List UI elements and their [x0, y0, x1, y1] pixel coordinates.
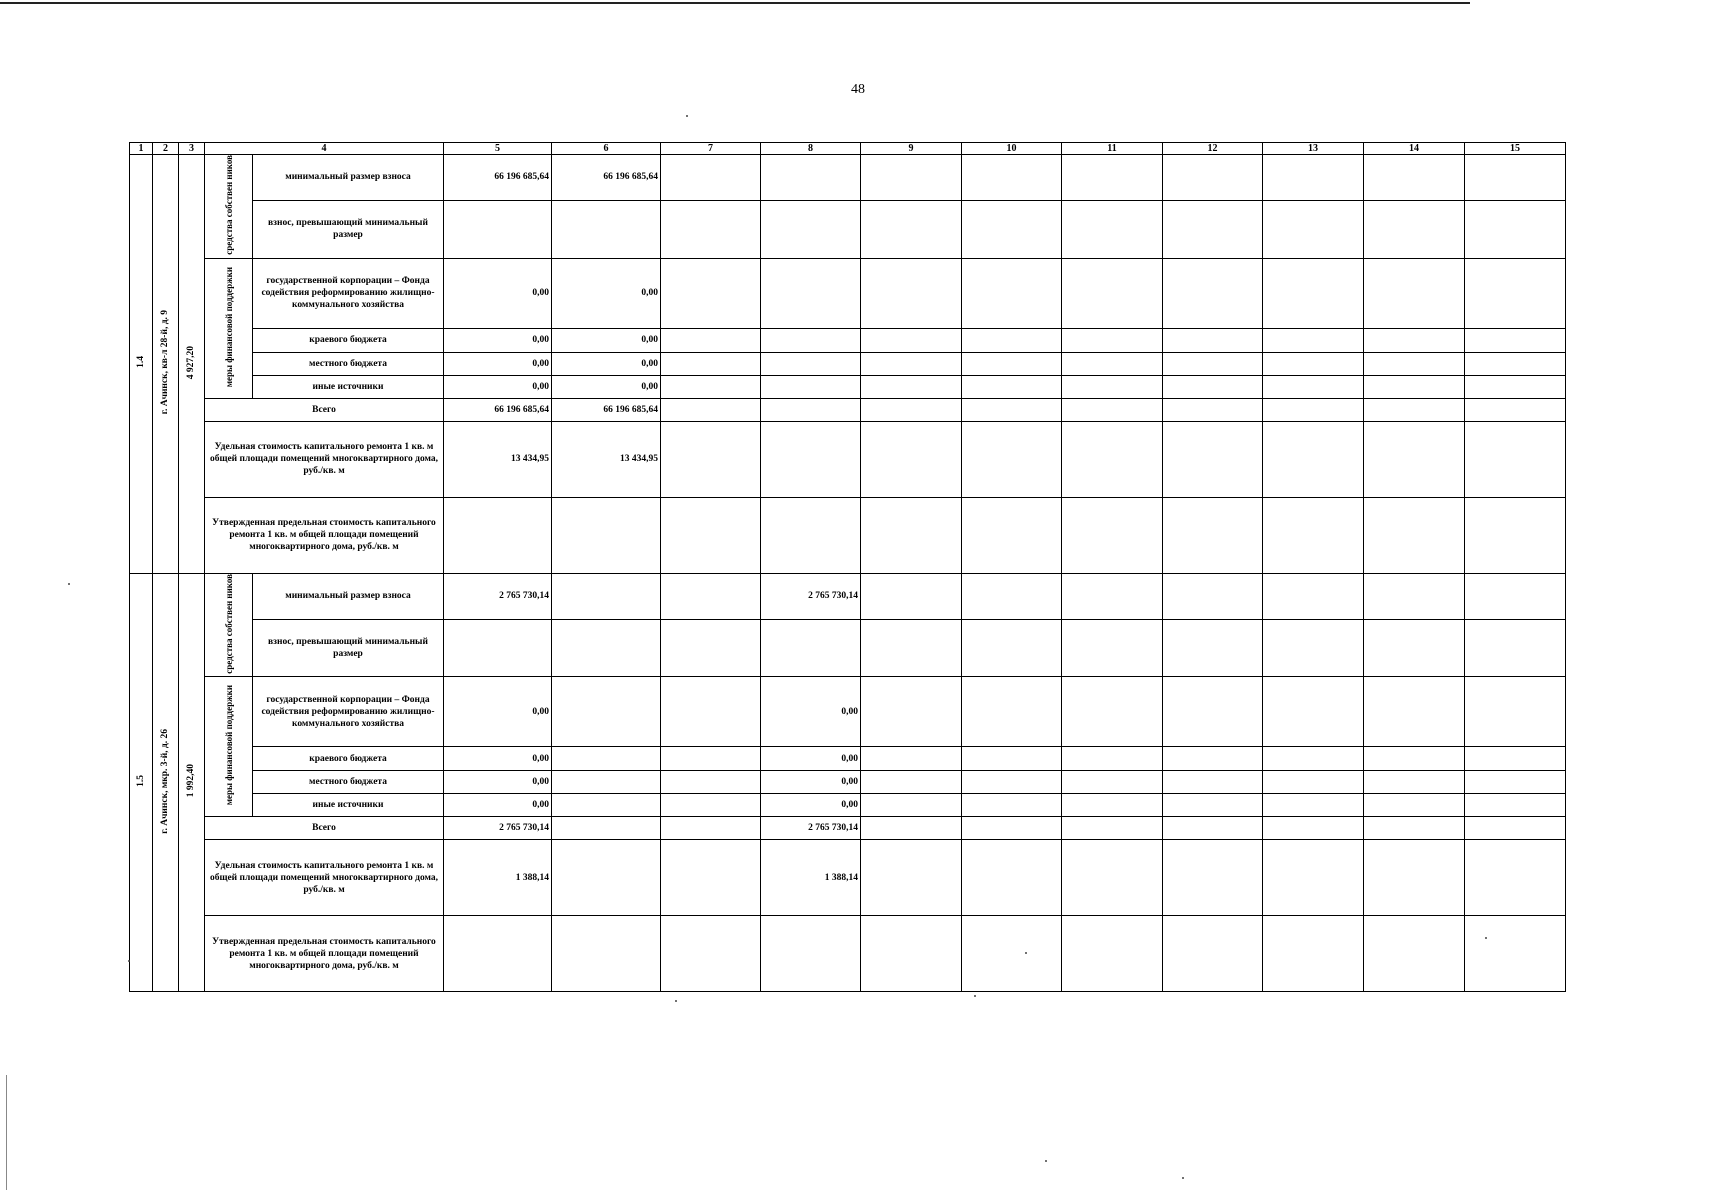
item-number-cell: 1.5 — [130, 573, 153, 992]
scan-speck — [1045, 1160, 1047, 1162]
financial-support-label: меры финансовой поддержки — [205, 258, 253, 398]
header-cell: 2 — [153, 143, 179, 155]
area-cell: 4 927,20 — [179, 155, 205, 574]
value-cell: 2 765 730,14 — [761, 817, 861, 840]
value-cell: 0,00 — [444, 677, 552, 747]
table-row — [130, 258, 1566, 328]
address-cell: г. Ачинск, кв-л 28-й, д. 9 — [153, 155, 179, 574]
value-cell: 2 765 730,14 — [761, 573, 861, 619]
scan-speck — [68, 583, 70, 585]
value-cell — [761, 352, 861, 375]
value-cell: 66 196 685,64 — [444, 155, 552, 201]
value-cell — [552, 771, 661, 794]
value-cell: 0,00 — [444, 375, 552, 398]
table-row — [130, 375, 1566, 398]
table-row — [130, 771, 1566, 794]
table-row — [130, 619, 1566, 677]
header-cell: 7 — [661, 143, 761, 155]
value-cell: 0,00 — [552, 352, 661, 375]
value-cell — [552, 840, 661, 916]
scan-edge-line — [0, 2, 1470, 4]
table-row — [130, 573, 1566, 619]
limit-cost-label: Утвержденная предельная стоимость капитального ремонта 1 кв. м общей площади помещений многоквартирного дома, руб./кв. м — [205, 916, 444, 992]
header-cell: 13 — [1263, 143, 1364, 155]
scan-speck — [128, 960, 130, 962]
value-cell: 0,00 — [761, 677, 861, 747]
row-label: государственной корпорации – Фонда содействия реформированию жилищно-коммунального хозяйства — [253, 258, 444, 328]
table-row — [130, 352, 1566, 375]
value-cell — [552, 817, 661, 840]
value-cell: 66 196 685,64 — [552, 155, 661, 201]
value-cell: 66 196 685,64 — [444, 398, 552, 421]
value-cell: 0,00 — [761, 794, 861, 817]
value-cell: 1 388,14 — [444, 840, 552, 916]
row-label: минимальный размер взноса — [253, 155, 444, 201]
value-cell: 2 765 730,14 — [444, 817, 552, 840]
total-label: Всего — [205, 817, 444, 840]
value-cell: 0,00 — [552, 258, 661, 328]
value-cell: 13 434,95 — [444, 421, 552, 497]
header-cell: 11 — [1062, 143, 1163, 155]
total-label: Всего — [205, 398, 444, 421]
table-row — [130, 328, 1566, 352]
row-label: взнос, превышающий минимальный размер — [253, 200, 444, 258]
row-label: минимальный размер взноса — [253, 573, 444, 619]
scan-speck — [974, 995, 976, 997]
table-row — [130, 747, 1566, 771]
scan-speck — [1485, 937, 1487, 939]
owners-funds-label: средства собствен ников — [205, 573, 253, 677]
value-cell — [552, 794, 661, 817]
table-row — [130, 817, 1566, 840]
header-cell: 8 — [761, 143, 861, 155]
value-cell — [761, 155, 861, 201]
row-label: взнос, превышающий минимальный размер — [253, 619, 444, 677]
value-cell: 0,00 — [444, 258, 552, 328]
row-label: краевого бюджета — [253, 747, 444, 771]
page-number: 48 — [851, 82, 865, 97]
table-row — [130, 840, 1566, 916]
header-cell: 12 — [1163, 143, 1263, 155]
value-cell — [761, 421, 861, 497]
header-cell: 6 — [552, 143, 661, 155]
header-cell: 5 — [444, 143, 552, 155]
value-cell — [552, 677, 661, 747]
value-cell: 0,00 — [552, 375, 661, 398]
header-cell: 14 — [1364, 143, 1465, 155]
header-cell: 1 — [130, 143, 153, 155]
scan-edge-mark — [6, 1075, 7, 1190]
row-label: краевого бюджета — [253, 328, 444, 352]
scan-speck — [1025, 952, 1027, 954]
table-row — [130, 677, 1566, 747]
table-row — [130, 916, 1566, 992]
limit-cost-label: Утвержденная предельная стоимость капитального ремонта 1 кв. м общей площади помещений многоквартирного дома, руб./кв. м — [205, 497, 444, 573]
value-cell: 2 765 730,14 — [444, 573, 552, 619]
value-cell: 0,00 — [444, 747, 552, 771]
value-cell — [761, 398, 861, 421]
area-cell: 1 992,40 — [179, 573, 205, 992]
value-cell: 0,00 — [444, 771, 552, 794]
value-cell — [761, 258, 861, 328]
table-row — [130, 497, 1566, 573]
value-cell: 66 196 685,64 — [552, 398, 661, 421]
value-cell: 0,00 — [444, 794, 552, 817]
unit-cost-label: Удельная стоимость капитального ремонта 1 кв. м общей площади помещений многоквартирного дома, руб./кв. м — [205, 840, 444, 916]
header-cell: 9 — [861, 143, 962, 155]
row-label: местного бюджета — [253, 771, 444, 794]
value-cell — [552, 747, 661, 771]
item-number-cell: 1.4 — [130, 155, 153, 574]
value-cell — [761, 375, 861, 398]
value-cell: 0,00 — [761, 771, 861, 794]
row-label: иные источники — [253, 375, 444, 398]
address-cell: г. Ачинск, мкр. 3-й, д. 26 — [153, 573, 179, 992]
header-cell: 4 — [205, 143, 444, 155]
value-cell: 0,00 — [444, 328, 552, 352]
scan-speck — [1182, 1177, 1184, 1179]
value-cell — [761, 328, 861, 352]
value-cell: 0,00 — [552, 328, 661, 352]
row-label: иные источники — [253, 794, 444, 817]
financial-support-label: меры финансовой поддержки — [205, 677, 253, 817]
table-row — [130, 398, 1566, 421]
scan-speck — [675, 1000, 677, 1002]
table-row — [130, 794, 1566, 817]
value-cell — [552, 573, 661, 619]
unit-cost-label: Удельная стоимость капитального ремонта 1 кв. м общей площади помещений многоквартирного дома, руб./кв. м — [205, 421, 444, 497]
value-cell: 1 388,14 — [761, 840, 861, 916]
table-row — [130, 155, 1566, 201]
header-cell: 10 — [962, 143, 1062, 155]
header-cell: 15 — [1465, 143, 1566, 155]
row-label: местного бюджета — [253, 352, 444, 375]
header-row — [130, 143, 1566, 155]
header-cell: 3 — [179, 143, 205, 155]
row-label: государственной корпорации – Фонда содействия реформированию жилищно-коммунального хозяйства — [253, 677, 444, 747]
table-row — [130, 200, 1566, 258]
value-cell: 13 434,95 — [552, 421, 661, 497]
value-cell: 0,00 — [761, 747, 861, 771]
table-row — [130, 421, 1566, 497]
capital-repair-table — [129, 142, 1566, 992]
scan-speck — [686, 115, 688, 117]
value-cell: 0,00 — [444, 352, 552, 375]
owners-funds-label: средства собствен ников — [205, 155, 253, 259]
